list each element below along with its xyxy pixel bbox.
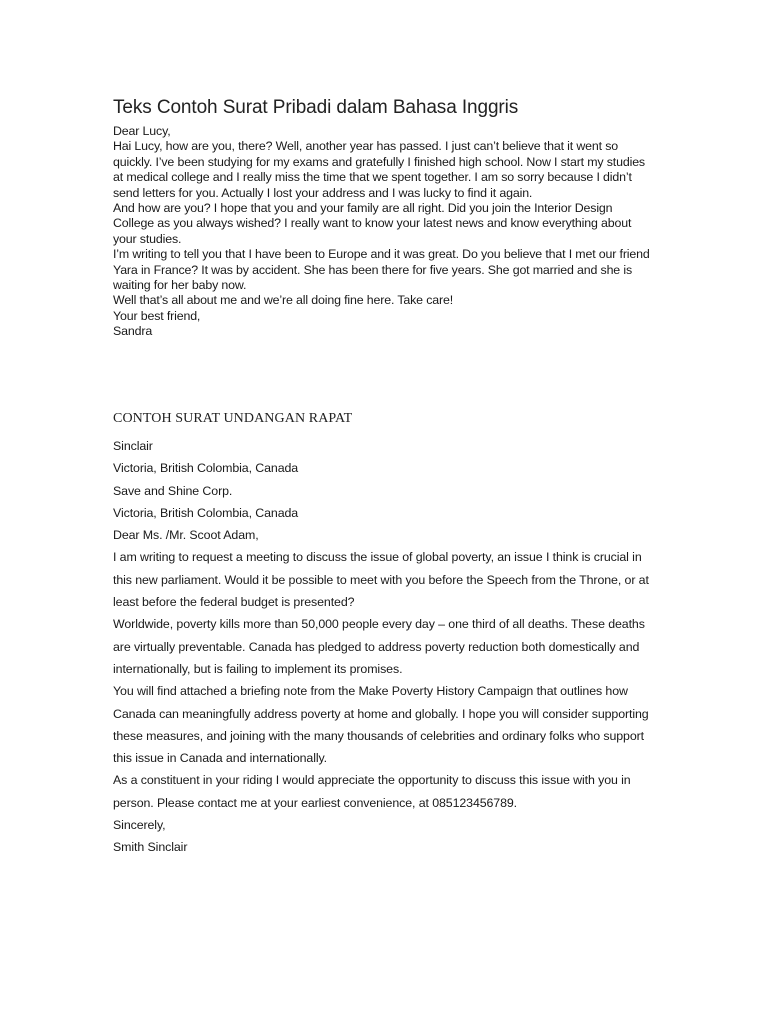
letter-paragraph: As a constituent in your riding I would appreciate the opportunity to discuss this issue with you in person. Please contact me at your earliest convenience, at 085123456789. <box>113 773 631 810</box>
letter-paragraph: I’m writing to tell you that I have been to Europe and it was great. Do you believe that I met our friend Yara in France? It was by accident. She has been there for five years. She got married and she is waiting for her baby now. <box>113 247 650 293</box>
sender-name: Sinclair <box>113 439 153 453</box>
sender-address: Victoria, British Colombia, Canada <box>113 461 299 476</box>
letter-paragraph: You will find attached a briefing note from the Make Poverty History Campaign that outlines how Canada can meaningfully address poverty at home and globally. I hope you will consider supporting these measures, and joining with the many thousands of celebrities and ordinary folks who support this issue in Canada and internationally. <box>113 684 649 766</box>
letter-paragraph: I am writing to request a meeting to discuss the issue of global poverty, an issue I think is crucial in this new parliament. Would it be possible to meet with you before the Speech from the Throne, or at least before the federal budget is presented? <box>113 550 649 610</box>
salutation: Dear Ms. /Mr. Scoot Adam, <box>113 528 259 543</box>
signature-name: Smith Sinclair <box>113 840 188 855</box>
meeting-invitation-title: CONTOH SURAT UNDANGAN RAPAT <box>113 411 353 426</box>
recipient-address: Victoria, British Colombia, Canada <box>113 505 299 520</box>
meeting-invitation-body <box>113 435 658 859</box>
letter-paragraph: And how are you? I hope that you and your family are all right. Did you join the Interior Design College as you always wished? I really want to know your latest news and know everything about your studies. <box>113 201 632 246</box>
closing: Your best friend, <box>113 308 201 323</box>
recipient-company: Save and Shine Corp. <box>113 483 233 498</box>
personal-letter-title: Teks Contoh Surat Pribadi dalam Bahasa Inggris <box>113 97 519 118</box>
letter-paragraph: Worldwide, poverty kills more than 50,000 people every day – one third of all deaths. These deaths are virtually preventable. Canada has pledged to address poverty reduction both domestically and internationally, but is failing to implement its promises. <box>113 617 645 676</box>
personal-letter-body <box>113 124 653 340</box>
meeting-invitation-section <box>113 409 658 859</box>
letter-paragraph: Well that’s all about me and we’re all doing fine here. Take care! <box>113 293 453 308</box>
signature-name: Sandra <box>113 324 153 339</box>
letter-paragraph: Hai Lucy, how are you, there? Well, another year has passed. I just can’t believe that it went so quickly. I’ve been studying for my exams and gratefully I finished high school. Now I start my studies at medical college and I really miss the time that we spent together. I am so sorry because I didn’t send letters for you. Actually I lost your address and I was lucky to find it again. <box>113 139 645 200</box>
personal-letter-section <box>113 96 653 340</box>
salutation: Dear Lucy, <box>113 124 171 138</box>
closing: Sincerely, <box>113 818 166 833</box>
